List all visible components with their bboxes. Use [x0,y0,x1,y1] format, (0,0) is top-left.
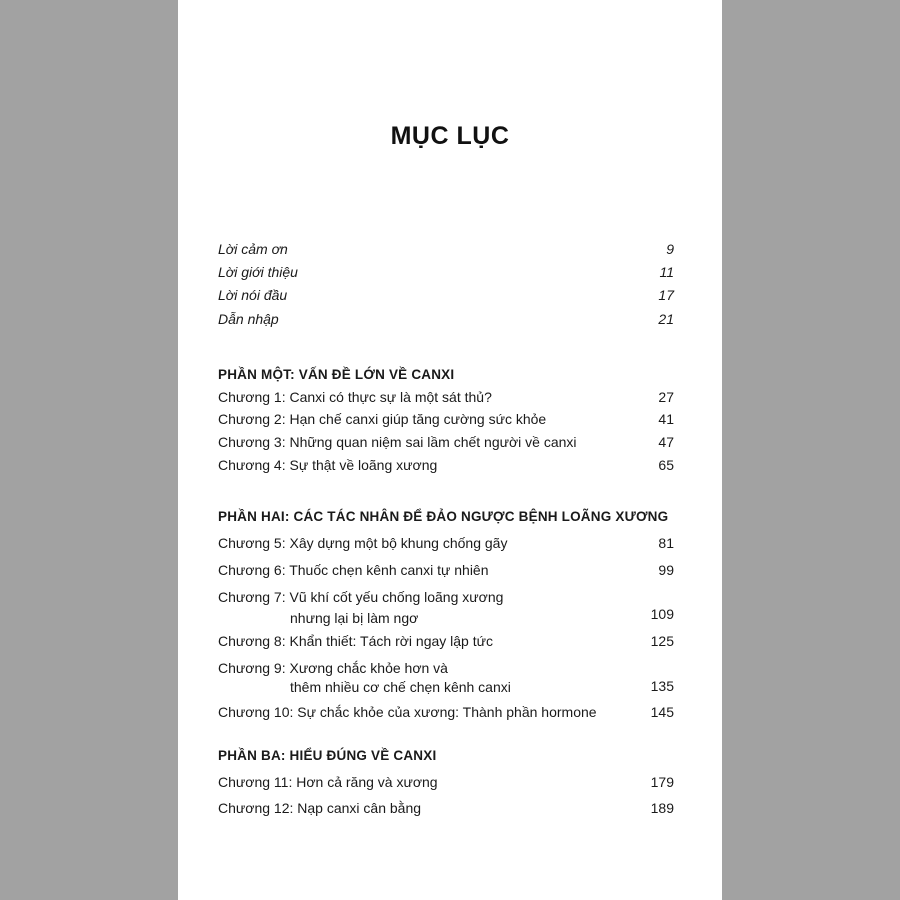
toc-entry-label: Chương 1: Canxi có thực sự là một sát thủ? [218,389,492,405]
toc-entry-page: 65 [658,457,674,473]
part-heading: PHẦN MỘT: VẤN ĐỀ LỚN VỀ CANXI [218,367,455,382]
toc-entry-page: 99 [658,562,674,578]
book-page [178,0,722,900]
toc-entry-label: Chương 7: Vũ khí cốt yếu chống loãng xương [218,589,504,605]
toc-entry-label: Chương 12: Nạp canxi cân bằng [218,800,422,816]
part-heading: PHẦN HAI: CÁC TÁC NHÂN ĐỂ ĐẢO NGƯỢC BỆNH LOÃNG XƯƠNG [218,509,669,524]
toc-entry-label: Lời cảm ơn [218,241,288,257]
toc-entry-page: 47 [658,434,674,450]
toc-entry-label: Lời nói đầu [218,287,288,303]
toc-entry-label: Lời giới thiệu [218,264,298,280]
toc-entry [218,589,674,629]
toc-entry-page: 21 [658,311,674,327]
toc-entry-label: Chương 3: Những quan niệm sai lầm chết người về canxi [218,434,577,450]
toc-entry-page: 145 [650,704,674,720]
toc-entry-page: 41 [658,411,674,427]
toc-entry-page: 11 [659,264,674,280]
toc-entry-label: Chương 10: Sự chắc khỏe của xương: Thành phần hormone [218,704,597,720]
toc-entry-page: 189 [650,800,674,816]
page-title: MỤC LỤC [390,122,510,150]
part-heading: PHẦN BA: HIỂU ĐÚNG VỀ CANXI [218,748,437,763]
toc-entry-label: Chương 8: Khẩn thiết: Tách rời ngay lập tức [218,633,493,649]
toc-entry-label: Chương 4: Sự thật về loãng xương [218,457,438,473]
toc-entry [218,660,674,700]
toc-entry-label-continued: thêm nhiều cơ chế chẹn kênh canxi [290,679,511,695]
toc-entry-label: Chương 5: Xây dựng một bộ khung chống gãy [218,535,508,551]
toc-entry-page: 17 [658,287,674,303]
toc-entry-page: 109 [650,606,674,622]
toc-entry-page: 179 [650,774,674,790]
toc-entry-label: Chương 2: Hạn chế canxi giúp tăng cường sức khỏe [218,411,547,427]
toc-entry-page: 125 [650,633,674,649]
toc-entry-page: 135 [650,678,674,694]
toc-entry-label-continued: nhưng lại bị làm ngơ [290,610,419,626]
toc-entry-page: 81 [658,535,674,551]
toc-entry-page: 27 [658,389,674,405]
toc-entry-page: 9 [666,241,674,257]
toc-entry-label: Chương 9: Xương chắc khỏe hơn và [218,660,448,676]
toc-entry-label: Chương 6: Thuốc chẹn kênh canxi tự nhiên [218,562,489,578]
toc-entry-label: Dẫn nhập [218,311,279,327]
toc-entry-label: Chương 11: Hơn cả răng và xương [218,774,438,790]
